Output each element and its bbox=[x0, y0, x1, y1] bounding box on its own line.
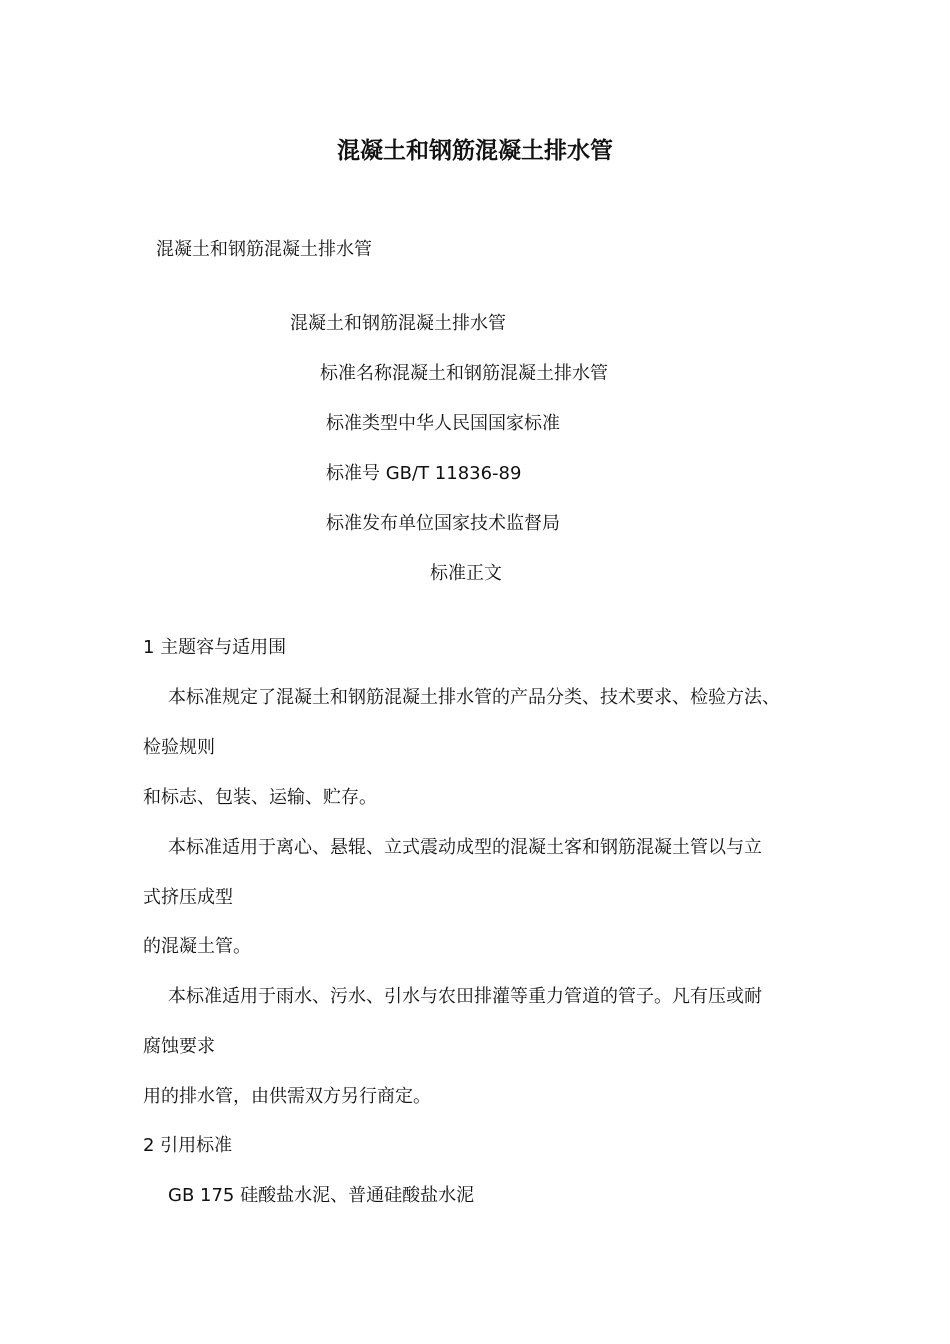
standard-name: 标准名称混凝土和钢筋混凝土排水管 bbox=[320, 363, 608, 384]
section-1-paragraph-3-line-2: 腐蚀要求 bbox=[143, 1036, 215, 1057]
standard-type: 标准类型中华人民国国家标准 bbox=[326, 413, 560, 434]
header-heading: 混凝土和钢筋混凝土排水管 bbox=[290, 313, 506, 334]
section-2-heading: 2 引用标准 bbox=[143, 1135, 233, 1156]
standard-number: 标准号 GB/T 11836-89 bbox=[326, 463, 522, 484]
standard-issuer: 标准发布单位国家技术监督局 bbox=[326, 513, 560, 534]
section-1-paragraph-1-line-3: 和标志、包装、运输、贮存。 bbox=[143, 787, 377, 808]
section-1-paragraph-1-line-2: 检验规则 bbox=[143, 737, 215, 758]
document-subtitle: 混凝土和钢筋混凝土排水管 bbox=[156, 239, 372, 260]
section-1-paragraph-2-line-3: 的混凝土管。 bbox=[143, 936, 251, 957]
section-1-heading: 1 主题容与适用围 bbox=[143, 637, 287, 658]
section-1-paragraph-3-line-1: 本标准适用于雨水、污水、引水与农田排灌等重力管道的管子。凡有压或耐 bbox=[168, 986, 762, 1007]
reference-gb175: GB 175 硅酸盐水泥、普通硅酸盐水泥 bbox=[168, 1185, 475, 1206]
document-title: 混凝土和钢筋混凝土排水管 bbox=[337, 138, 613, 164]
section-1-paragraph-2-line-2: 式挤压成型 bbox=[143, 887, 233, 908]
section-1-paragraph-2-line-1: 本标准适用于离心、悬辊、立式震动成型的混凝土客和钢筋混凝土管以与立 bbox=[168, 837, 762, 858]
standard-text-label: 标准正文 bbox=[430, 563, 502, 584]
section-1-paragraph-1-line-1: 本标准规定了混凝土和钢筋混凝土排水管的产品分类、技术要求、检验方法、 bbox=[168, 687, 780, 708]
section-1-paragraph-3-line-3: 用的排水管，由供需双方另行商定。 bbox=[143, 1086, 431, 1107]
